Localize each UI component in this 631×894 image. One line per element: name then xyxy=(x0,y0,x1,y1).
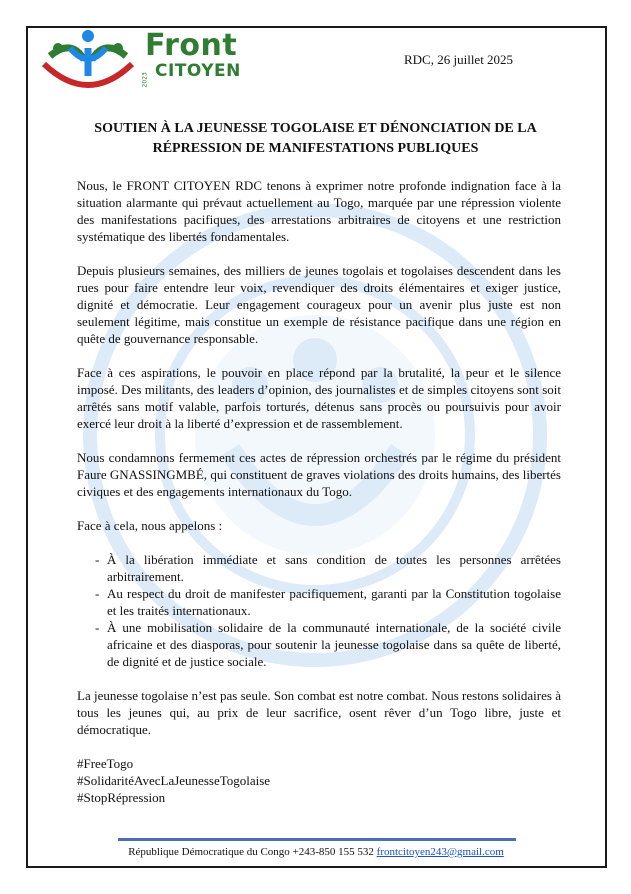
paragraph: Face à cela, nous appelons : xyxy=(77,518,223,533)
paragraph: Face à ces aspirations, le pouvoir en place répond par la brutalité, la peur et le silence imposé. Des militants, des leaders d’opinion, des journalistes et de simples citoyens sont soit arrêtés sans motif valable, parfois torturés, détenus sans procès ou poursuivis pour avoir exercé leur droit à la liberté d’expression et de rassemblement. xyxy=(77,365,561,431)
hashtag: #FreeTogo xyxy=(77,756,134,771)
brand-front: Front xyxy=(145,28,238,63)
document-date: RDC, 26 juillet 2025 xyxy=(404,52,514,67)
paragraph: Nous, le FRONT CITOYEN RDC tenons à exprimer notre profonde indignation face à la situation alarmante qui prévaut actuellement au Togo, marquée par une répression violente des manifestations pacifiques, des arrestations arbitraires de citoyens et une restriction systématique des libertés fondamentales. xyxy=(77,178,561,244)
paragraph: Depuis plusieurs semaines, des milliers de jeunes togolais et togolaises descendent dans les rues pour faire entendre leur voix, revendiquer des droits élémentaires et exiger justice, dignité et démocratie. Leur engagement courageux pour un avenir plus juste est non seulement légitime, mais constitue un exemple de résistance pacifique dans une région en quête de gouvernance responsable. xyxy=(77,263,561,346)
list-item: - Au respect du droit de manifester pacifiquement, garanti par la Constitution togolaise et les traités internationaux. xyxy=(77,585,561,619)
title-line-1: SOUTIEN À LA JEUNESSE TOGOLAISE ET DÉNONCIATION DE LA xyxy=(94,121,537,136)
brand-year: 2023 xyxy=(141,72,149,88)
document-title xyxy=(52,119,579,159)
footer-email-link[interactable]: frontcitoyen243@gmail.com xyxy=(376,846,504,858)
document-body xyxy=(77,177,561,806)
hashtags xyxy=(77,755,561,806)
appeals-list xyxy=(77,551,561,670)
list-item: - À la libération immédiate et sans condition de toutes les personnes arrêtées arbitrairement. xyxy=(77,551,561,585)
title-line-2: RÉPRESSION DE MANIFESTATIONS PUBLIQUES xyxy=(152,141,479,156)
closing-paragraph: La jeunesse togolaise n’est pas seule. Son combat est notre combat. Nous restons solidaires à tous les jeunes qui, au prix de leur sacrifice, osent rêver d’un Togo libre, juste et démocratique. xyxy=(77,688,561,737)
paragraph: Nous condamnons fermement ces actes de répression orchestrés par le régime du président Faure GNASSINGMBÉ, qui constituent de graves violations des droits humains, des libertés civiques et des engagements internationaux du Togo. xyxy=(77,450,561,499)
brand-citoyen: CITOYEN xyxy=(155,61,241,81)
footer xyxy=(60,846,572,858)
footer-divider xyxy=(118,838,516,841)
footer-contact: République Démocratique du Congo +243-850 155 532 xyxy=(128,846,377,858)
hashtag: #SolidaritéAvecLaJeunesseTogolaise xyxy=(77,773,271,788)
list-item: - À une mobilisation solidaire de la communauté internationale, de la société civile africaine et des diasporas, pour soutenir la jeunesse togolaise dans sa quête de liberté, de dignité et de justice sociale. xyxy=(77,619,561,670)
hashtag: #StopRépression xyxy=(77,790,166,805)
